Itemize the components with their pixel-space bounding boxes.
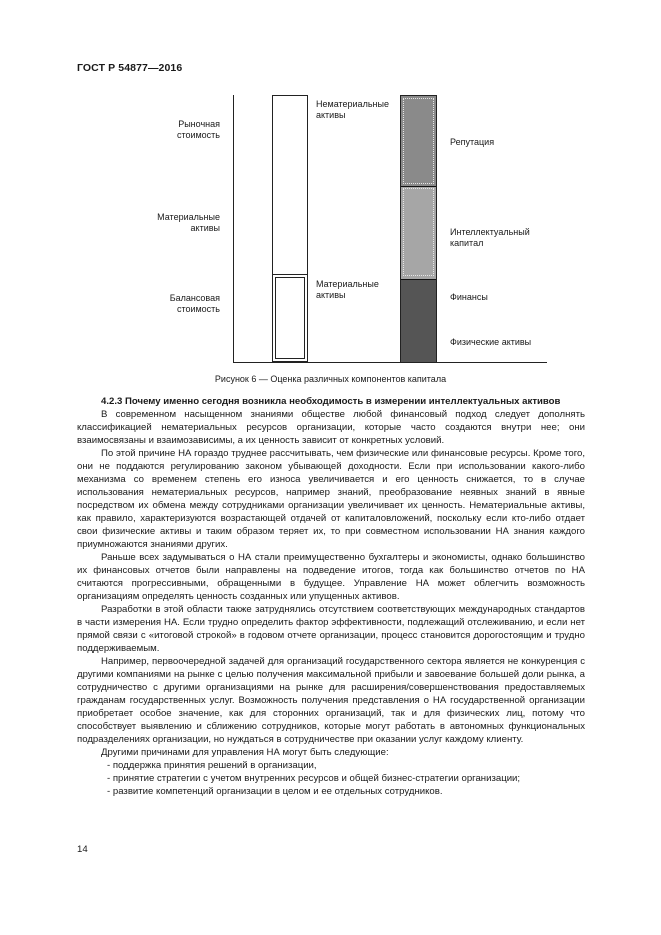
diagram-vertical-axis: [233, 95, 234, 363]
label-book-value: Балансовая стоимость: [169, 293, 220, 314]
paragraph: Разработки в этой области также затруднялись отсутствием соответствующих международных стандартов в части измерения НА. Если трудно определить фактор эффективности, подлежащий отслеживанию, и если нет прямой связи с «итоговой строкой» в годовом отчете организации, процесс становится дорогостоящим и трудно поддерживаемым.: [77, 604, 585, 654]
tangible-assets-block: [275, 277, 305, 359]
section-body: [77, 395, 585, 798]
paragraph: В современном насыщенном знаниями обществе любой финансовый подход следует дополнять классификацией нематериальных ресурсов организации, которые часто создаются внутри нее; они взаимосвязаны и взаимозависимы, а их ценность зависит от конкретных условий.: [77, 409, 585, 446]
paragraph: Раньше всех задумываться о НА стали преимущественно бухгалтеры и экономисты, однако большинство их финансовых отчетов были направлены на подведение итогов, тогда как большинство отчетов по НА считаются прогрессивными, обращенными в будущее. Управление НА может облегчить возможность организациям определять ценность созданных или упущенных активов.: [77, 552, 585, 602]
section-heading: 4.2.3 Почему именно сегодня возникла необходимость в измерении интеллектуальных активов: [101, 396, 561, 407]
list-item: - принятие стратегии с учетом внутренних ресурсов и общей бизнес-стратегии организации;: [107, 773, 521, 784]
segment-dotted-outline: [403, 98, 434, 184]
figure-caption: Рисунок 6 — Оценка различных компонентов капитала: [214, 374, 447, 384]
paragraph: Например, первоочередной задачей для организаций государственного сектора является не конкуренция с другими компаниями на рынке с целью получения максимальной прибыли и завоевание большей доли рынка, а сотрудничество с другими организациями на рынке для расширения/совершенствования предоставляемых гражданам государственных услуг. Возможность получения представления о НА государственной организации приобретает особое значение, как для сторонних организаций, так и для физических лиц, потому что способствует выявлению и сближению сотрудников, которые могут работать в автономных функциональных подразделениях организации, но нуждаться в сотрудничестве при оказании услуг каждому клиенту.: [77, 656, 585, 745]
label-intangible-assets-column: Нематериальные активы: [316, 99, 389, 120]
segment-dotted-outline: [403, 188, 434, 276]
label-market-value: Рыночная стоимость: [176, 119, 220, 140]
diagram-horizontal-axis: [233, 362, 547, 363]
market-value-column: [272, 95, 308, 362]
document-header: ГОСТ Р 54877—2016: [77, 62, 183, 74]
column-divider: [273, 274, 307, 275]
page-number: 14: [77, 844, 88, 855]
paragraph: По этой причине НА гораздо труднее рассчитывать, чем физические или финансовые ресурсы. Кроме того, они не поддаются регулированию законом убывающей доходности. Если при использовании какого-либо механизма со временем степень его износа увеличивается и его ценность снижается, то в случае использования нематериальных ресурсов, например знаний, преобразование неявных знаний в явные посредством их обмена между сотрудниками организации увеличивает их ценность. Нематериальные активы, как правило, характеризуются возрастающей отдачей от капиталовложений, поскольку если кто-либо отдает свои физические активы и таким образом теряет их, то при совместном использовании НА знания каждого приумножаются знаниями других.: [77, 448, 585, 550]
label-reputation: Репутация: [450, 137, 495, 147]
label-intellectual-capital: Интеллектуальный капитал: [450, 227, 530, 248]
label-physical-assets: Физические активы: [450, 337, 532, 347]
label-finance: Финансы: [450, 292, 488, 302]
list-item: - поддержка принятия решений в организации,: [107, 760, 317, 771]
paragraph: Другими причинами для управления НА могут быть следующие:: [101, 747, 389, 758]
label-tangible-assets: Материальные активы: [157, 212, 220, 233]
label-tangible-assets-column: Материальные активы: [316, 279, 379, 300]
list-item: - развитие компетенций организации в целом и ее отдельных сотрудников.: [107, 786, 443, 797]
segment-finance: [401, 279, 436, 362]
